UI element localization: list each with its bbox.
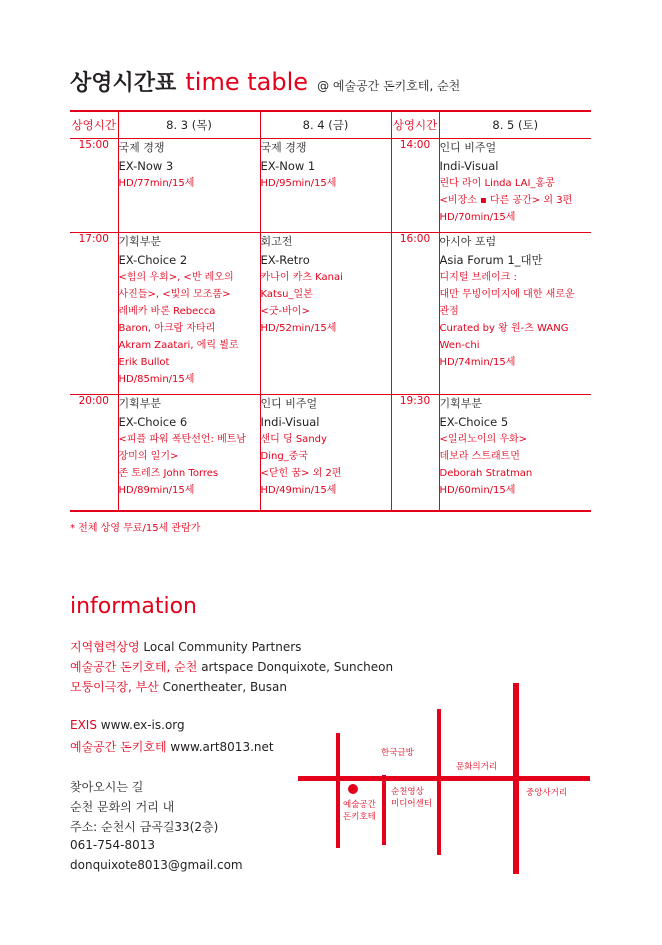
time-cell: 16:00 (391, 233, 439, 395)
time-column-header: 상영시간 (391, 111, 439, 139)
program-cell (439, 139, 591, 233)
phone-line: 061-754-8013 (70, 838, 156, 852)
title-venue: @ 예술공간 돈키호테, 순천 (317, 79, 461, 93)
partner-line (70, 638, 301, 655)
link-url[interactable]: www.art8013.net (170, 740, 274, 754)
map-road (513, 683, 519, 874)
partner-korean: 지역협력상영 (70, 640, 140, 654)
venue-marker (348, 784, 358, 794)
map-label-venue: 예술공간 (343, 800, 376, 810)
map-label-media-center: 미디어센터 (391, 799, 433, 809)
timetable-header-row (70, 111, 591, 139)
program-details: <일리노이의 우화> 데보라 스트래트먼 Deborah Stratman HD/60min/15세 (439, 434, 533, 496)
time-cell: 17:00 (70, 233, 118, 395)
partner-line (70, 658, 393, 675)
map-road (336, 733, 340, 848)
program-cell (118, 395, 260, 511)
day-header-3: 8. 5 (토) (439, 111, 591, 139)
directions-title: 찾아오시는 길 (70, 780, 144, 794)
table-row (70, 395, 591, 511)
link-line (70, 738, 274, 755)
program-title: EX-Now 1 (260, 159, 316, 173)
program-title: EX-Retro (260, 253, 310, 267)
map-label-media-center: 순천영상 (391, 787, 424, 797)
program-details: 카나이 카츠 Kanai Katsu_일본 <굿-바이> HD/52min/15세 (260, 272, 343, 334)
program-cell (439, 395, 591, 511)
map-road (382, 775, 386, 845)
timetable (70, 110, 591, 512)
link-url[interactable]: www.ex-is.org (100, 718, 185, 732)
day-header-2: 8. 4 (금) (260, 111, 391, 139)
title-korean: 상영시간표 (70, 71, 177, 96)
program-details: <피플 파워 폭탄선언: 베트남 장미의 일기> 존 토레즈 John Torres HD/89min/15세 (118, 434, 247, 496)
map-label-hanok: 한국글방 (381, 748, 414, 758)
program-title: Indi-Visual (439, 159, 499, 173)
information-heading: information (70, 594, 197, 619)
email-line[interactable]: donquixote8013@gmail.com (70, 858, 243, 872)
partner-english: Conertheater, Busan (162, 680, 287, 694)
location-map (298, 683, 592, 875)
address-line: 주소: 순천시 금곡길33(2층) (70, 820, 219, 834)
map-road (298, 776, 590, 781)
time-cell: 20:00 (70, 395, 118, 511)
link-name: EXIS (70, 718, 97, 732)
time-cell: 15:00 (70, 139, 118, 233)
program-cell (118, 139, 260, 233)
program-category: 국제 경쟁 (118, 141, 165, 154)
link-name: 예술공간 돈키호테 (70, 740, 167, 754)
partner-korean: 모퉁이극장, 부산 (70, 680, 159, 694)
program-cell (118, 233, 260, 395)
partner-english: artspace Donquixote, Suncheon (201, 660, 394, 674)
program-category: 회고전 (260, 235, 293, 248)
partner-line (70, 678, 287, 695)
program-details: 샌디 딩 Sandy Ding_중국 <닫힌 꿈> 외 2편 HD/49min/15세 (260, 434, 342, 496)
day-header-1: 8. 3 (목) (118, 111, 260, 139)
map-label-culture-street: 문화의거리 (456, 762, 498, 772)
program-details: <힘의 우회>, <반 레오의 사진들>, <빛의 모조품> 레베카 바론 Rebecca Baron, 아크람 자타리 Akram Zaatari, 에릭 뷜로 Erik Bullot HD/85min/15세 (118, 272, 239, 385)
program-details: HD/77min/15세 (118, 178, 195, 189)
program-details: 린다 라이 Linda LAI_홍콩 <비장소 ▪ 다른 공간> 외 3편 HD/70min/15세 (439, 178, 573, 223)
program-details: HD/95min/15세 (260, 178, 337, 189)
program-category: 국제 경쟁 (260, 141, 307, 154)
program-cell (439, 233, 591, 395)
time-cell: 19:30 (391, 395, 439, 511)
program-category: 기획부분 (439, 397, 483, 410)
directions-line: 순천 문화의 거리 내 (70, 800, 175, 814)
program-title: Asia Forum 1_대만 (439, 253, 543, 267)
partner-korean: 예술공간 돈키호테, 순천 (70, 660, 198, 674)
program-cell (260, 395, 391, 511)
program-category: 인디 비주얼 (260, 397, 318, 410)
program-details: 디지털 브레이크 : 대만 무빙이미지에 대한 새로운 관점 Curated by 왕 원-츠 WANG Wen-chi HD/74min/15세 (439, 272, 575, 368)
program-category: 인디 비주얼 (439, 141, 497, 154)
map-road (437, 709, 441, 855)
program-category: 아시아 포럼 (439, 235, 497, 248)
program-cell (260, 233, 391, 395)
title-english: time table (185, 68, 308, 96)
program-title: Indi-Visual (260, 415, 320, 429)
program-title: EX-Choice 2 (118, 253, 188, 267)
table-row (70, 139, 591, 233)
program-category: 기획부분 (118, 397, 162, 410)
time-column-header: 상영시간 (70, 111, 118, 139)
program-title: EX-Now 3 (118, 159, 174, 173)
footnote: * 전체 상영 무료/15세 관람가 (70, 523, 201, 534)
table-row (70, 233, 591, 395)
program-title: EX-Choice 6 (118, 415, 188, 429)
program-cell (260, 139, 391, 233)
map-label-jungang: 중앙사거리 (526, 788, 568, 798)
program-category: 기획부분 (118, 235, 162, 248)
page-title (70, 66, 460, 97)
time-cell: 14:00 (391, 139, 439, 233)
link-line (70, 718, 185, 732)
map-label-venue: 돈키호테 (343, 812, 376, 822)
partner-english: Local Community Partners (143, 640, 302, 654)
program-title: EX-Choice 5 (439, 415, 509, 429)
